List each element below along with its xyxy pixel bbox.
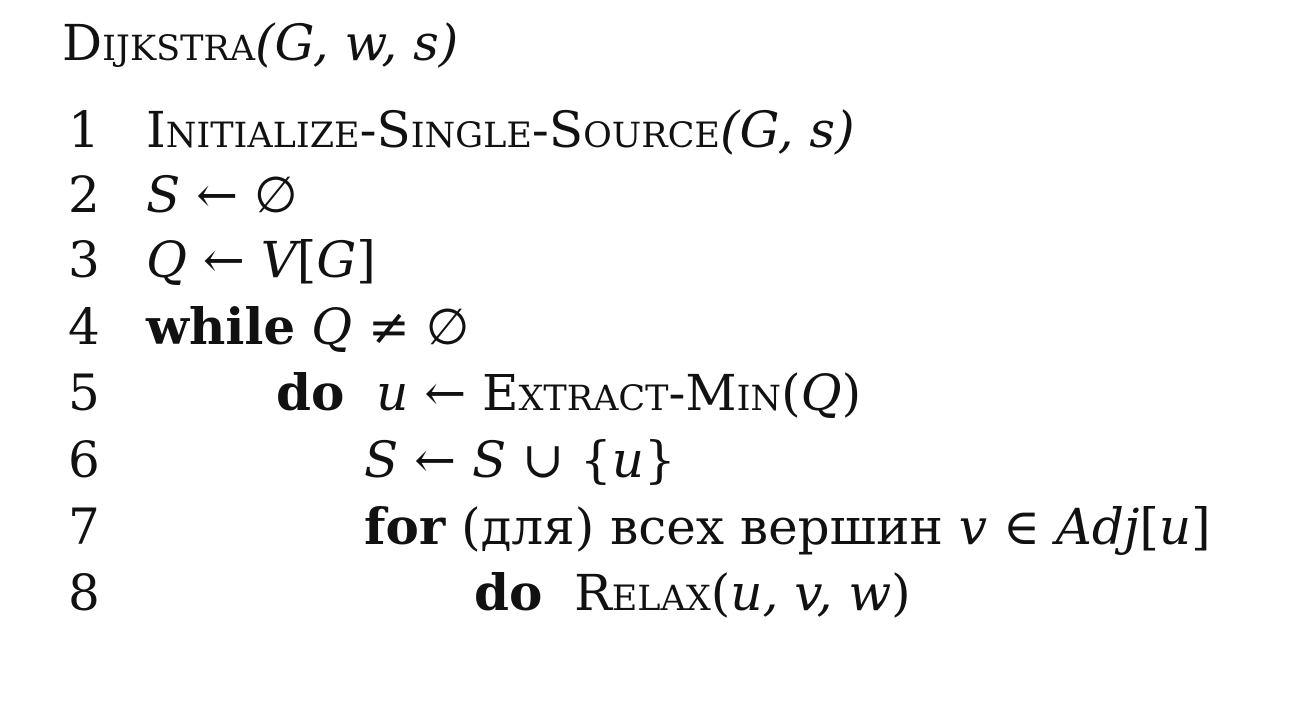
line-number: 2 [68, 166, 100, 224]
code-token: u [611, 431, 644, 489]
code-token: S [364, 431, 399, 489]
procedure-name: Dijkstra [62, 14, 256, 72]
code-token: S [146, 166, 181, 224]
code-text [364, 425, 676, 495]
code-token: u [1158, 498, 1192, 556]
line-number: 6 [68, 431, 100, 489]
code-token: u [376, 364, 409, 422]
code-token: } [643, 431, 676, 489]
code-text [146, 292, 469, 362]
code-token: G [316, 231, 357, 289]
code-token: Adj [1055, 498, 1140, 556]
code-token: for [364, 497, 446, 556]
code-token [542, 564, 574, 622]
procedure-title [62, 8, 458, 78]
code-token: S [471, 431, 507, 489]
code-token: Q [146, 231, 187, 289]
code-token: Extract-Min [482, 364, 782, 422]
code-text [276, 358, 861, 428]
code-token: Initialize-Single-Source [146, 101, 720, 159]
code-text [364, 492, 1211, 562]
code-text [146, 95, 855, 165]
code-token: Relax [574, 564, 711, 622]
code-token: while [146, 297, 296, 356]
code-token: ← [408, 364, 482, 422]
code-token: ≠ ∅ [352, 298, 470, 356]
code-token: do [474, 563, 543, 622]
code-token: ( [710, 564, 731, 622]
code-token: ] [1191, 498, 1211, 556]
code-token: ← [187, 231, 261, 289]
code-token: V [260, 231, 297, 289]
code-token [344, 364, 376, 422]
line-number: 3 [68, 231, 100, 289]
code-token: ) [891, 564, 911, 622]
code-token: [ [1139, 498, 1159, 556]
code-token: Q [311, 298, 353, 356]
line-number: 5 [68, 364, 100, 422]
code-token: ∪ { [506, 431, 612, 489]
code-token: [ [296, 231, 317, 289]
code-token: v [958, 498, 987, 556]
code-token: ) [841, 364, 862, 422]
code-token [295, 298, 311, 356]
code-token: u, v, w [730, 564, 892, 622]
code-text [146, 160, 298, 230]
code-token: ← [398, 431, 472, 489]
code-token: (G, s) [719, 101, 855, 159]
code-token: ∈ [986, 498, 1056, 556]
code-token: ← ∅ [180, 166, 298, 224]
code-text [146, 225, 376, 295]
line-number: 4 [68, 298, 100, 356]
code-text [474, 558, 911, 628]
code-token: (для) всех вершин [445, 498, 959, 556]
code-token: ] [356, 231, 376, 289]
code-token: do [276, 363, 345, 422]
code-token: ( [781, 364, 801, 422]
procedure-args: (G, w, s) [255, 14, 459, 72]
line-number: 7 [68, 498, 100, 556]
line-number: 8 [68, 564, 100, 622]
code-token: Q [800, 364, 842, 422]
line-number: 1 [68, 101, 100, 159]
